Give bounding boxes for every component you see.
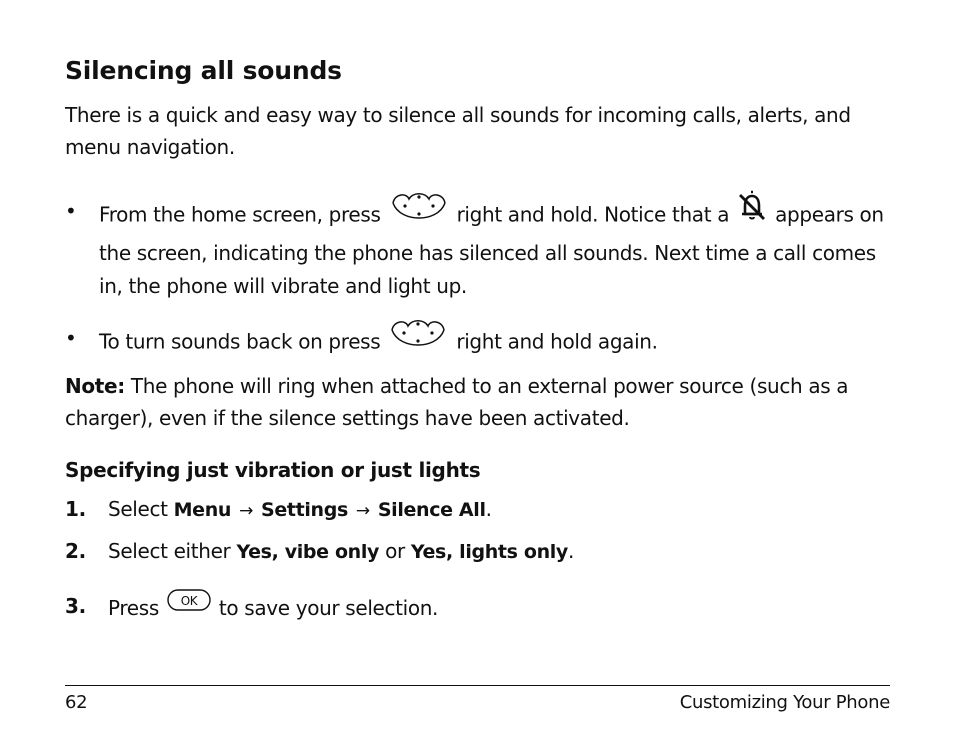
step-suffix: .: [567, 539, 574, 563]
step-1: [65, 494, 890, 526]
bullet-marker: •: [65, 199, 77, 223]
manual-page: [65, 0, 890, 738]
page-number: 62: [65, 692, 88, 713]
step-text: [108, 497, 492, 521]
step-text: [108, 596, 438, 620]
ok-key-label: OK: [180, 594, 198, 608]
menu-term-vibe-only: Yes, vibe only: [236, 541, 380, 563]
bullet-text-part: right and hold again.: [456, 329, 658, 354]
step-suffix: to save your selection.: [218, 595, 439, 620]
bullet-text: [99, 195, 890, 303]
step-number: 2.: [65, 539, 86, 563]
bullet-text-part: right and hold. Notice that a: [456, 202, 730, 227]
subsection-heading: Specifying just vibration or just lights: [65, 458, 481, 482]
step-2: [65, 536, 890, 567]
note-label: Note:: [65, 374, 125, 398]
menu-term-silence-all: Silence All: [377, 499, 486, 521]
intro-paragraph: There is a quick and easy way to silence all sounds for incoming calls, alerts, and menu navigation.: [65, 103, 851, 159]
bullet-text-part: appears on the screen, indicating the phone has silenced all sounds. Next time a call comes in, the phone will vibrate and light up.: [99, 202, 884, 298]
step-3: [65, 591, 890, 627]
footer-section-title: Customizing Your Phone: [679, 692, 890, 713]
step-joiner: or: [385, 539, 405, 563]
nav-key-icon: [387, 190, 451, 232]
menu-term-lights-only: Yes, lights only: [410, 541, 568, 563]
step-prefix: Press: [108, 595, 159, 620]
step-number: 3.: [65, 594, 86, 618]
step-text: [108, 539, 574, 563]
bullet-text-part: From the home screen, press: [99, 202, 381, 227]
bell-silenced-icon: [735, 190, 769, 232]
menu-term-menu: Menu: [173, 499, 232, 521]
bullet-text: [99, 322, 890, 364]
ok-key-icon: [165, 586, 213, 622]
bullet-marker: •: [65, 326, 77, 350]
nav-key-icon: [386, 317, 450, 359]
menu-term-settings: Settings: [261, 499, 348, 521]
arrow-icon: →: [355, 501, 370, 521]
step-number: 1.: [65, 497, 86, 521]
bullet-item-restore: [65, 322, 890, 364]
note-paragraph: [65, 370, 890, 434]
step-prefix: Select: [108, 497, 168, 521]
section-heading: Silencing all sounds: [65, 56, 342, 85]
bullet-item-silence: [65, 195, 890, 303]
footer-divider: [65, 685, 890, 686]
bullet-text-part: To turn sounds back on press: [99, 329, 381, 354]
step-suffix: .: [485, 497, 492, 521]
arrow-icon: →: [239, 501, 253, 521]
note-text: The phone will ring when attached to an external power source (such as a charger), even if the silence settings have been activated.: [65, 374, 849, 430]
step-prefix: Select either: [108, 539, 231, 563]
